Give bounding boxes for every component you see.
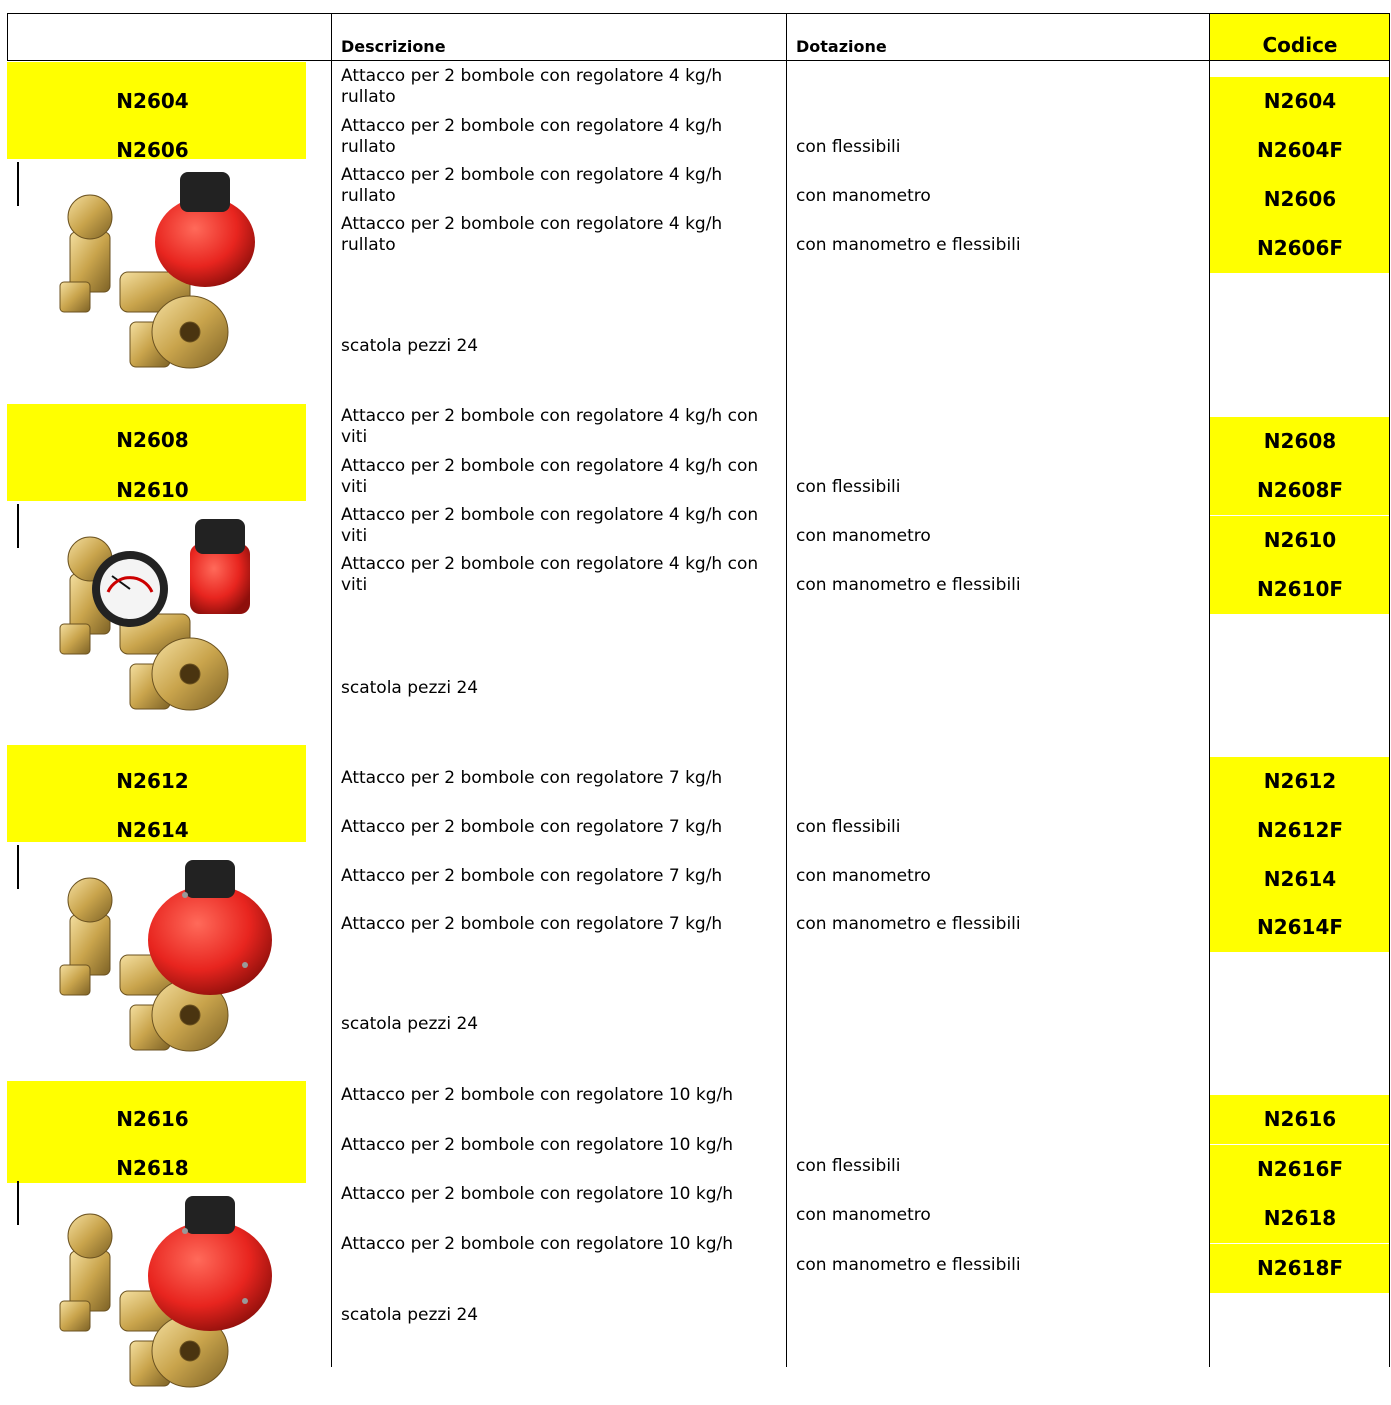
row-codice: N2608 [1263,429,1337,453]
row-codice: N2618 [1263,1206,1337,1230]
row-dotazione: con manometro e flessibili [796,575,1021,595]
row-codice: N2608F [1256,478,1344,502]
image-marker [17,162,19,206]
row-description: Attacco per 2 bombole con regolatore 4 kg/h rullato [341,66,723,107]
row-description: Attacco per 2 bombole con regolatore 4 kg/h rullato [341,165,723,206]
image-marker [17,845,19,889]
box-quantity: scatola pezzi 24 [341,678,479,698]
row-description: Attacco per 2 bombole con regolatore 4 kg/h con viti [341,456,759,497]
row-codice: N2610 [1263,528,1337,552]
row-dotazione: con manometro e flessibili [796,1255,1021,1275]
image-marker [17,504,19,548]
row-codice: N2618F [1256,1256,1344,1280]
row-description: Attacco per 2 bombole con regolatore 7 kg/h [341,866,723,886]
row-description: Attacco per 2 bombole con regolatore 4 kg/h con viti [341,554,759,595]
row-codice: N2612F [1256,818,1344,842]
row-codice: N2604 [1263,89,1337,113]
group-code: N2612 [116,769,189,793]
row-codice: N2616F [1256,1157,1344,1181]
product-image [50,1191,280,1391]
header-descrizione: Descrizione [341,37,446,56]
header-bottom-border [7,60,1390,61]
row-dotazione: con flessibili [796,817,901,837]
group-code: N2618 [116,1156,189,1180]
row-description: Attacco per 2 bombole con regolatore 4 kg/h rullato [341,116,723,157]
group-code: N2606 [116,138,189,162]
row-description: Attacco per 2 bombole con regolatore 7 kg/h [341,914,723,934]
row-dotazione: con manometro [796,866,931,886]
row-dotazione: con flessibili [796,137,901,157]
box-quantity: scatola pezzi 24 [341,336,479,356]
left-border [7,13,8,61]
row-description: Attacco per 2 bombole con regolatore 7 kg/h [341,817,723,837]
header-dotazione: Dotazione [796,37,887,56]
row-dotazione: con manometro [796,186,931,206]
row-codice: N2614F [1256,915,1344,939]
group-code: N2614 [116,818,189,842]
row-codice: N2610F [1256,577,1344,601]
row-description: Attacco per 2 bombole con regolatore 10 kg/h [341,1135,734,1155]
divider-image-desc [331,13,332,1367]
row-description: Attacco per 2 bombole con regolatore 4 kg/h con viti [341,406,759,447]
row-dotazione: con flessibili [796,1156,901,1176]
group-code: N2608 [116,428,189,452]
header-codice: Codice [1262,33,1338,57]
product-image [50,514,280,734]
row-codice: N2616 [1263,1107,1337,1131]
row-dotazione: con manometro [796,1205,931,1225]
row-description: Attacco per 2 bombole con regolatore 10 kg/h [341,1184,734,1204]
row-description: Attacco per 2 bombole con regolatore 4 kg/h rullato [341,214,723,255]
row-description: Attacco per 2 bombole con regolatore 10 kg/h [341,1085,734,1105]
row-dotazione: con manometro e flessibili [796,235,1021,255]
product-image [50,172,280,392]
image-marker [17,1181,19,1225]
row-description: Attacco per 2 bombole con regolatore 4 kg/h con viti [341,505,759,546]
row-description: Attacco per 2 bombole con regolatore 7 kg/h [341,768,723,788]
row-codice: N2606F [1256,236,1344,260]
row-codice: N2604F [1256,138,1344,162]
row-description: Attacco per 2 bombole con regolatore 10 kg/h [341,1234,734,1254]
divider-desc-dotazione [786,13,787,1367]
group-code: N2610 [116,478,189,502]
row-dotazione: con flessibili [796,477,901,497]
row-codice: N2606 [1263,187,1337,211]
row-dotazione: con manometro [796,526,931,546]
box-quantity: scatola pezzi 24 [341,1014,479,1034]
group-code: N2616 [116,1107,189,1131]
row-dotazione: con manometro e flessibili [796,914,1021,934]
box-quantity: scatola pezzi 24 [341,1305,479,1325]
row-codice: N2612 [1263,769,1337,793]
row-codice: N2614 [1263,867,1337,891]
top-border [7,13,1390,14]
product-image [50,855,280,1075]
group-code: N2604 [116,89,189,113]
